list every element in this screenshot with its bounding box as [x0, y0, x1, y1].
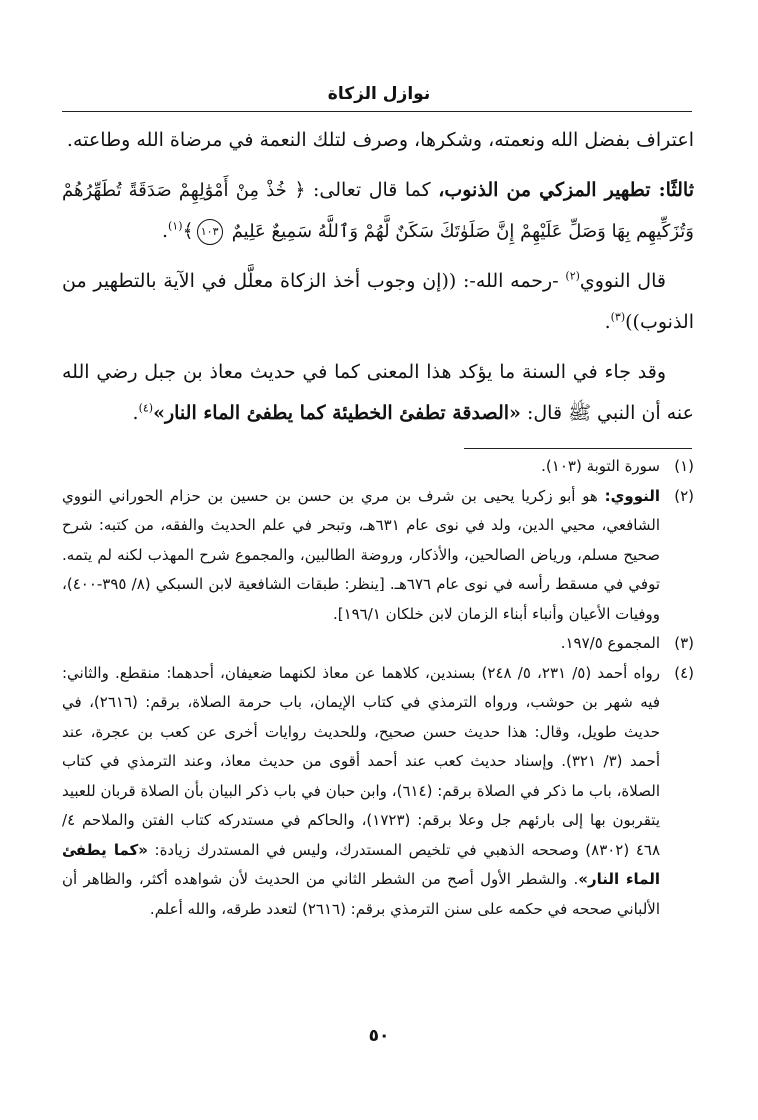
period: . [161, 220, 168, 242]
footnote-ref-4[interactable]: (٤) [138, 401, 154, 415]
period: . [132, 402, 139, 424]
hadith-quote: «الصدقة تطفئ الخطيئة كما يطفئ الماء النار» [153, 402, 521, 424]
footnote-3 [62, 629, 694, 659]
footnote-text: هو أبو زكريا يحيى بن شرف بن مري بن حسن بن حسين بن حزام الحوراني النووي الشافعي، محيي الدين، ولد في نوى عام ٦٣١هـ، وتبحر في علم الحديث والفقه، من كتبه: شرح صحيح مسلم، ورياض الصالحين، والأذكار، وروضة الطالبين، والمجموع شرح المهذب لكنه لم يتمه. توفي في مسقط رأسه في نوى عام ٦٧٦هـ. [ينظر: طبقات الشافعية لابن السبكي (٨/ ٣٩٥-٤٠٠)، ووفيات الأعيان وأنباء أبناء الزمان لابن خلكان ١٩٦/١]. [62, 486, 660, 623]
footnote-text-cont: . والشطر الأول أصح من الشطر الثاني من الحديث لأن شواهده أكثر، والظاهر أن الألباني صححه في حكمه على سنن الترمذي برقم: (٢٦١٦) لتعدد طرقه، والله أعلم. [62, 870, 660, 918]
footnote-divider [464, 448, 692, 449]
footnotes [62, 452, 694, 924]
header-divider [62, 111, 692, 112]
quran-verse: خُذْ مِنْ أَمْوَٰلِهِمْ صَدَقَةً تُطَهِّرُهُمْ وَتُزَكِّيهِم بِهَا وَصَلِّ عَلَيْهِمْ إِنَّ صَلَوٰتَكَ سَكَنٌ لَّهُمْ وَٱللَّهُ سَمِيعٌ عَلِيمٌ [62, 180, 694, 242]
nawawi-quote: -رحمه الله-: ((إن وجوب أخذ الزكاة معلَّل في الآية بالتطهير من الذنوب)) [62, 270, 694, 333]
period: . [604, 311, 611, 333]
footnote-4 [62, 659, 694, 925]
footnote-ref-1[interactable]: (١) [167, 219, 183, 233]
footnote-quote: «كما يطفئ الماء النار» [62, 840, 660, 888]
page-number: ٥٠ [368, 1026, 390, 1046]
footnote-text: رواه أحمد (٥/ ٢٣١، ٥/ ٢٤٨) بسندين، كلاهما عن معاذ لكنهما ضعيفان، أحدهما: منقطع. والثاني: فيه شهر بن حوشب، ورواه الترمذي في كتاب الإيمان، باب حرمة الصلاة، برقم: (٢٦١٦)، في حديث طويل، وقال: هذا حديث حسن صحيح، وللحديث روايات أخرى عن كعب بن عجرة، عند أحمد (٣/ ٣٢١). وإسناد حديث كعب عند أحمد أقوى من حديث معاذ، وعند الترمذي في كتاب الصلاة، باب ما ذكر في الصلاة برقم: (٦١٤)، وابن حبان في باب ذكر البيان بأن الصلاة قربان للعبيد يتقربون بها إلى بارئهم جل وعلا برقم: (١٧٢٣)، والحاكم في مستدركه كتاب الفتن والملاحم ٤/ ٤٦٨ (٨٣٠٢) وصححه الذهبي في تلخيص المستدرك، وليس في المستدرك زيادة: [62, 663, 661, 859]
paragraph-1: اعتراف بفضل الله ونعمته، وشكرها، وصرف لتلك النعمة في مرضاة الله وطاعته. [66, 129, 694, 151]
running-header: نوازل الزكاة [327, 84, 431, 104]
footnote-number: (٤) [674, 663, 694, 682]
verse-intro: كما قال تعالى: [305, 179, 439, 201]
footnote-text: سورة التوبة (١٠٣). [541, 457, 660, 475]
footnote-text: المجموع ١٩٧/٥. [560, 634, 660, 652]
nawawi-lead: قال النووي [579, 270, 666, 292]
paragraph-3 [62, 261, 694, 343]
main-text [62, 120, 694, 443]
footnote-number: (١) [674, 457, 694, 475]
footnote-term: النووي: [604, 486, 660, 505]
footnote-number: (٣) [674, 634, 694, 652]
footnote-number: (٢) [674, 486, 694, 505]
footnote-ref-3[interactable]: (٣) [610, 310, 626, 324]
section-heading: ثالثًا: تطهير المزكي من الذنوب، [438, 179, 694, 201]
footnote-2 [62, 482, 694, 630]
verse-number-marker: ١٠٣ [197, 219, 223, 245]
ornate-open-bracket: ﴿ [294, 179, 306, 201]
paragraph-4 [62, 352, 694, 434]
hadith-intro: وقد جاء في السنة ما يؤكد هذا المعنى كما في حديث معاذ بن جبل رضي الله عنه أن النبي ﷺ قال: [62, 361, 694, 424]
footnote-ref-2[interactable]: (٢) [565, 269, 580, 283]
paragraph-2 [62, 170, 694, 252]
footnote-1 [62, 452, 694, 482]
ornate-close-bracket: ﴾ [182, 220, 194, 242]
